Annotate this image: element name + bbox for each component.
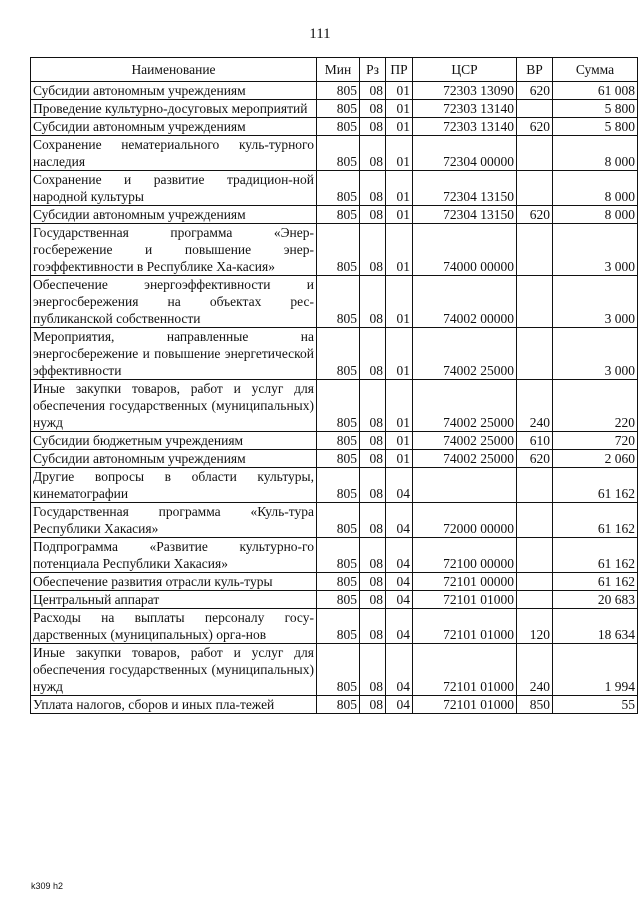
cell-sum: 1 994	[553, 644, 638, 696]
cell-min: 805	[317, 224, 360, 276]
cell-pr: 01	[386, 328, 413, 380]
cell-vr	[517, 100, 553, 118]
cell-pr: 04	[386, 696, 413, 714]
cell-name: Сохранение нематериального куль-турного наследия	[31, 136, 317, 171]
cell-sum: 61 162	[553, 573, 638, 591]
cell-sum: 5 800	[553, 118, 638, 136]
cell-vr: 240	[517, 644, 553, 696]
table-row	[31, 206, 638, 224]
cell-csr: 74002 25000	[413, 328, 517, 380]
cell-csr: 74002 25000	[413, 432, 517, 450]
cell-name: Субсидии автономным учреждениям	[31, 206, 317, 224]
cell-min: 805	[317, 696, 360, 714]
table-row	[31, 136, 638, 171]
cell-csr: 74000 00000	[413, 224, 517, 276]
table-row	[31, 450, 638, 468]
cell-pr: 01	[386, 276, 413, 328]
cell-sum: 2 060	[553, 450, 638, 468]
cell-rz: 08	[360, 82, 386, 100]
cell-name: Иные закупки товаров, работ и услуг для обеспечения государственных (муниципальных) нужд	[31, 380, 317, 432]
cell-csr: 72303 13140	[413, 118, 517, 136]
cell-min: 805	[317, 573, 360, 591]
cell-min: 805	[317, 171, 360, 206]
cell-rz: 08	[360, 432, 386, 450]
cell-name: Государственная программа «Энер-госбережение и повышение энер-гоэффективности в Республике Ха-касия»	[31, 224, 317, 276]
cell-rz: 08	[360, 328, 386, 380]
cell-min: 805	[317, 644, 360, 696]
cell-csr: 72303 13090	[413, 82, 517, 100]
table-row	[31, 224, 638, 276]
cell-min: 805	[317, 380, 360, 432]
table-row	[31, 591, 638, 609]
table-row	[31, 644, 638, 696]
cell-csr	[413, 468, 517, 503]
cell-pr: 04	[386, 591, 413, 609]
cell-sum: 5 800	[553, 100, 638, 118]
cell-csr: 72101 01000	[413, 609, 517, 644]
cell-pr: 01	[386, 171, 413, 206]
table-row	[31, 171, 638, 206]
cell-min: 805	[317, 136, 360, 171]
cell-min: 805	[317, 591, 360, 609]
cell-vr: 240	[517, 380, 553, 432]
cell-rz: 08	[360, 468, 386, 503]
cell-vr: 610	[517, 432, 553, 450]
cell-vr: 620	[517, 206, 553, 224]
cell-pr: 01	[386, 224, 413, 276]
cell-rz: 08	[360, 450, 386, 468]
cell-sum: 8 000	[553, 171, 638, 206]
table-row	[31, 276, 638, 328]
cell-sum: 61 162	[553, 503, 638, 538]
cell-sum: 220	[553, 380, 638, 432]
cell-sum: 61 008	[553, 82, 638, 100]
cell-pr: 04	[386, 503, 413, 538]
cell-sum: 3 000	[553, 276, 638, 328]
cell-sum: 55	[553, 696, 638, 714]
table-row	[31, 118, 638, 136]
cell-rz: 08	[360, 609, 386, 644]
cell-csr: 72303 13140	[413, 100, 517, 118]
cell-csr: 72100 00000	[413, 538, 517, 573]
cell-pr: 01	[386, 380, 413, 432]
cell-rz: 08	[360, 224, 386, 276]
cell-name: Субсидии автономным учреждениям	[31, 118, 317, 136]
cell-vr	[517, 136, 553, 171]
cell-rz: 08	[360, 696, 386, 714]
cell-csr: 72304 00000	[413, 136, 517, 171]
cell-rz: 08	[360, 171, 386, 206]
cell-min: 805	[317, 450, 360, 468]
cell-pr: 04	[386, 538, 413, 573]
cell-name: Проведение культурно-досуговых мероприятий	[31, 100, 317, 118]
table-row	[31, 82, 638, 100]
cell-pr: 01	[386, 136, 413, 171]
table-row	[31, 503, 638, 538]
cell-rz: 08	[360, 118, 386, 136]
table-row	[31, 538, 638, 573]
cell-name: Субсидии автономным учреждениям	[31, 82, 317, 100]
cell-pr: 04	[386, 609, 413, 644]
cell-pr: 01	[386, 206, 413, 224]
cell-sum: 3 000	[553, 328, 638, 380]
cell-rz: 08	[360, 276, 386, 328]
header-vr: ВР	[517, 58, 553, 82]
cell-min: 805	[317, 276, 360, 328]
cell-min: 805	[317, 503, 360, 538]
cell-min: 805	[317, 538, 360, 573]
cell-min: 805	[317, 609, 360, 644]
cell-rz: 08	[360, 591, 386, 609]
cell-pr: 04	[386, 468, 413, 503]
cell-pr: 01	[386, 100, 413, 118]
cell-vr: 620	[517, 118, 553, 136]
cell-name: Обеспечение развития отрасли куль-туры	[31, 573, 317, 591]
cell-csr: 72101 01000	[413, 696, 517, 714]
cell-name: Иные закупки товаров, работ и услуг для обеспечения государственных (муниципальных) нужд	[31, 644, 317, 696]
cell-rz: 08	[360, 503, 386, 538]
header-name: Наименование	[31, 58, 317, 82]
cell-csr: 72101 00000	[413, 573, 517, 591]
cell-sum: 61 162	[553, 468, 638, 503]
cell-csr: 74002 00000	[413, 276, 517, 328]
cell-sum: 8 000	[553, 136, 638, 171]
cell-vr	[517, 538, 553, 573]
table-row	[31, 380, 638, 432]
cell-sum: 61 162	[553, 538, 638, 573]
cell-name: Уплата налогов, сборов и иных пла-тежей	[31, 696, 317, 714]
cell-name: Государственная программа «Куль-тура Республики Хакасия»	[31, 503, 317, 538]
cell-csr: 72101 01000	[413, 591, 517, 609]
table-row	[31, 328, 638, 380]
table-row	[31, 573, 638, 591]
cell-vr	[517, 468, 553, 503]
cell-csr: 72101 01000	[413, 644, 517, 696]
cell-csr: 72304 13150	[413, 206, 517, 224]
table-header-row	[31, 58, 638, 82]
budget-table	[30, 57, 638, 714]
cell-min: 805	[317, 82, 360, 100]
cell-vr	[517, 171, 553, 206]
cell-pr: 01	[386, 432, 413, 450]
cell-sum: 720	[553, 432, 638, 450]
cell-pr: 04	[386, 573, 413, 591]
cell-name: Мероприятия, направленные на энергосбережение и повышение энергетической эффективности	[31, 328, 317, 380]
header-min: Мин	[317, 58, 360, 82]
cell-name: Субсидии автономным учреждениям	[31, 450, 317, 468]
cell-rz: 08	[360, 100, 386, 118]
cell-min: 805	[317, 100, 360, 118]
page-number: 111	[309, 26, 331, 42]
cell-name: Центральный аппарат	[31, 591, 317, 609]
table-body	[31, 82, 638, 714]
cell-min: 805	[317, 328, 360, 380]
table-row	[31, 696, 638, 714]
cell-vr	[517, 503, 553, 538]
cell-csr: 74002 25000	[413, 450, 517, 468]
cell-vr	[517, 573, 553, 591]
cell-vr	[517, 328, 553, 380]
cell-vr: 620	[517, 450, 553, 468]
cell-name: Сохранение и развитие традицион-ной народной культуры	[31, 171, 317, 206]
cell-rz: 08	[360, 136, 386, 171]
header-rz: Рз	[360, 58, 386, 82]
cell-name: Другие вопросы в области культуры, кинематографии	[31, 468, 317, 503]
cell-sum: 3 000	[553, 224, 638, 276]
cell-sum: 18 634	[553, 609, 638, 644]
cell-csr: 74002 25000	[413, 380, 517, 432]
cell-vr	[517, 276, 553, 328]
cell-vr: 620	[517, 82, 553, 100]
table-row	[31, 432, 638, 450]
cell-rz: 08	[360, 644, 386, 696]
cell-rz: 08	[360, 206, 386, 224]
cell-min: 805	[317, 206, 360, 224]
cell-vr	[517, 591, 553, 609]
cell-vr	[517, 224, 553, 276]
table-row	[31, 468, 638, 503]
cell-rz: 08	[360, 380, 386, 432]
footer-code: k309 h2	[31, 881, 64, 891]
header-pr: ПР	[386, 58, 413, 82]
cell-csr: 72000 00000	[413, 503, 517, 538]
cell-rz: 08	[360, 573, 386, 591]
cell-csr: 72304 13150	[413, 171, 517, 206]
cell-pr: 01	[386, 118, 413, 136]
cell-min: 805	[317, 118, 360, 136]
cell-pr: 04	[386, 644, 413, 696]
cell-rz: 08	[360, 538, 386, 573]
cell-sum: 20 683	[553, 591, 638, 609]
cell-vr: 120	[517, 609, 553, 644]
cell-pr: 01	[386, 82, 413, 100]
cell-pr: 01	[386, 450, 413, 468]
cell-name: Субсидии бюджетным учреждениям	[31, 432, 317, 450]
header-sum: Сумма	[553, 58, 638, 82]
cell-name: Обеспечение энергоэффективности и энергосбережения на объектах рес-публиканской собственности	[31, 276, 317, 328]
table-row	[31, 100, 638, 118]
cell-name: Подпрограмма «Развитие культурно-го потенциала Республики Хакасия»	[31, 538, 317, 573]
cell-vr: 850	[517, 696, 553, 714]
cell-min: 805	[317, 432, 360, 450]
cell-name: Расходы на выплаты персоналу госу-дарственных (муниципальных) орга-нов	[31, 609, 317, 644]
cell-sum: 8 000	[553, 206, 638, 224]
header-csr: ЦСР	[413, 58, 517, 82]
table-row	[31, 609, 638, 644]
cell-min: 805	[317, 468, 360, 503]
